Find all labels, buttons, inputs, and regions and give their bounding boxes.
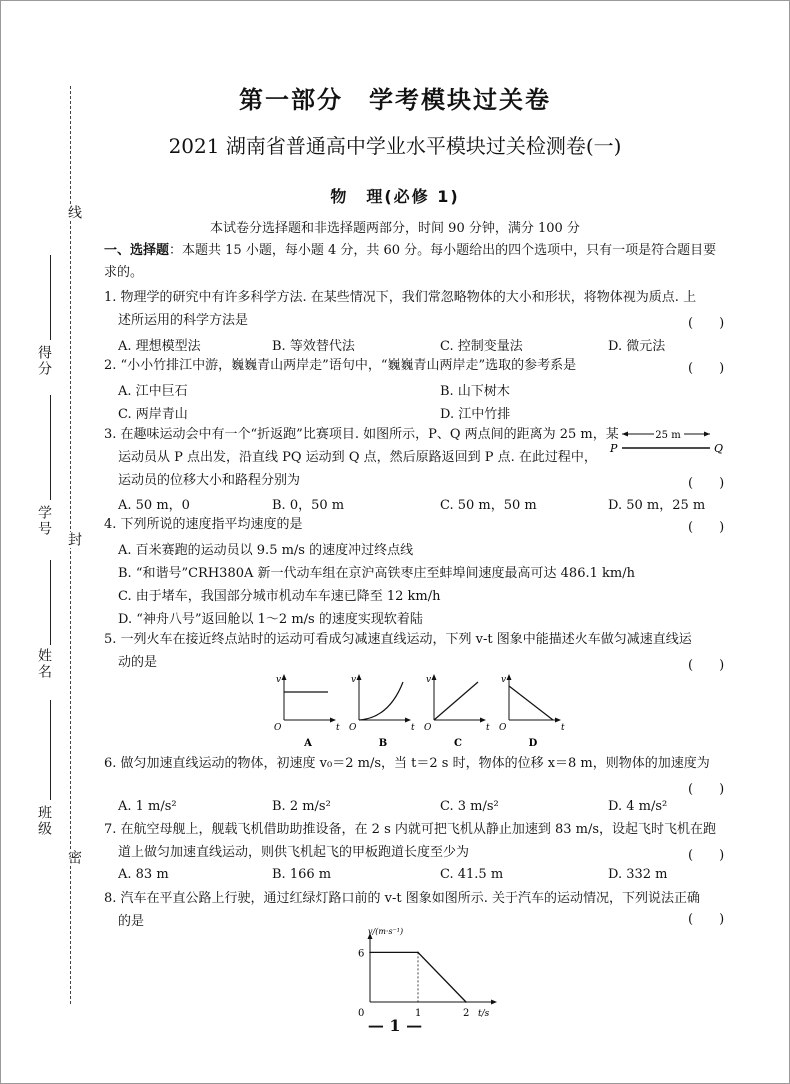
- q5-graphs: [270, 672, 565, 752]
- q7-option-d[interactable]: D. 332 m: [608, 867, 668, 882]
- q3-arrow-left: [622, 432, 628, 437]
- q1-option-c[interactable]: C. 控制变量法: [440, 339, 523, 354]
- class-blank[interactable]: [50, 700, 51, 800]
- exam-intro: 本试卷分选择题和非选择题两部分，时间 90 分钟，满分 100 分: [210, 221, 580, 236]
- q5-graph-b: [349, 674, 415, 749]
- q5-origin-label: O: [424, 723, 432, 733]
- q1-answer-paren[interactable]: ( ): [688, 316, 725, 331]
- q8-answer-paren[interactable]: ( ): [688, 912, 725, 927]
- q5-curve: [359, 682, 403, 720]
- q3-figure: [606, 428, 730, 462]
- q5-origin-label: O: [499, 723, 507, 733]
- q4-option-c[interactable]: C. 由于堵车，我国部分城市机动车车速已降至 12 km/h: [118, 589, 441, 604]
- q6-option-a[interactable]: A. 1 m/s²: [118, 799, 177, 814]
- q3-stem-3: 运动员的位移大小和路程分别为: [118, 473, 301, 488]
- name-label: 姓名: [36, 648, 52, 680]
- q7-stem-2: 道上做匀加速直线运动，则供飞机起飞的甲板跑道长度至少为: [118, 845, 470, 860]
- exam-title: 2021 湖南省普通高中学业水平模块过关检测卷(一): [168, 134, 622, 158]
- q5-stem-2: 动的是: [118, 655, 158, 670]
- q5-graph-label: B: [378, 738, 388, 749]
- q8-y-label: v/(m·s⁻¹): [368, 927, 404, 936]
- section-desc-2: 求的。: [104, 265, 144, 280]
- q6-answer-paren[interactable]: ( ): [688, 782, 725, 797]
- margin-line-label: 线: [66, 205, 82, 221]
- q6-option-b[interactable]: B. 2 m/s²: [272, 799, 331, 814]
- q3-answer-paren[interactable]: ( ): [688, 476, 725, 491]
- q8-x-label: t/s: [478, 1009, 490, 1019]
- q5-v-label: v: [276, 675, 282, 685]
- q3-option-b[interactable]: B. 0，50 m: [272, 498, 345, 513]
- student-id-blank[interactable]: [50, 395, 51, 500]
- q2-stem: 2. “小小竹排江中游，巍巍青山两岸走”语句中，“巍巍青山两岸走”选取的参考系是: [104, 358, 577, 373]
- page-number: — 1 —: [367, 1016, 423, 1035]
- q8-x-tick-label: 0: [358, 1008, 365, 1019]
- q5-t-label: t: [486, 723, 490, 733]
- q5-origin-label: O: [274, 723, 282, 733]
- q5-answer-paren[interactable]: ( ): [688, 658, 725, 673]
- q3-option-c[interactable]: C. 50 m，50 m: [440, 498, 537, 513]
- q5-t-axis-arrow: [480, 718, 486, 723]
- q1-option-b[interactable]: B. 等效替代法: [272, 339, 355, 354]
- q8-vt-chart: [340, 928, 510, 1020]
- q5-t-axis-arrow: [405, 718, 411, 723]
- q3-arrow-right: [704, 432, 710, 437]
- margin-secret-label: 密: [66, 850, 82, 866]
- name-blank[interactable]: [50, 560, 51, 645]
- q5-graph-d: [499, 674, 565, 749]
- q8-data-point: [417, 952, 419, 954]
- q8-x-tick-label: 1: [415, 1008, 422, 1019]
- q5-graph-a: [274, 674, 340, 749]
- q2-option-d[interactable]: D. 江中竹排: [440, 407, 511, 422]
- q4-answer-paren[interactable]: ( ): [688, 520, 725, 535]
- q2-option-c[interactable]: C. 两岸青山: [118, 407, 188, 422]
- q5-curve: [434, 682, 478, 720]
- q8-stem-2: 的是: [118, 914, 145, 929]
- q3-dist-label: 25 m: [655, 430, 681, 441]
- q5-origin-label: O: [349, 723, 357, 733]
- q3-point-q: Q: [714, 442, 724, 455]
- q5-t-label: t: [336, 723, 340, 733]
- section-heading: [104, 242, 716, 260]
- q3-option-d[interactable]: D. 50 m，25 m: [608, 498, 706, 513]
- q5-curve: [509, 686, 553, 720]
- q3-option-a[interactable]: A. 50 m，0: [118, 498, 190, 513]
- q7-answer-paren[interactable]: ( ): [688, 848, 725, 863]
- q5-v-axis-arrow: [432, 674, 437, 680]
- q5-t-label: t: [411, 723, 415, 733]
- score-blank[interactable]: [50, 255, 51, 340]
- q5-v-axis-arrow: [507, 674, 512, 680]
- q3-point-p: P: [610, 442, 618, 455]
- q5-graph-c: [424, 674, 490, 749]
- q4-option-b[interactable]: B. “和谐号”CRH380A 新一代动车组在京沪高铁枣庄至蚌埠间速度最高可达 486.1 km/h: [118, 566, 635, 581]
- q5-stem: 5. 一列火车在接近终点站时的运动可看成匀减速直线运动，下列 v-t 图象中能描述火车做匀减速直线运: [104, 632, 692, 647]
- q5-v-label: v: [351, 675, 357, 685]
- q5-t-axis-arrow: [330, 718, 336, 723]
- q5-graph-label: D: [528, 738, 538, 749]
- q8-stem: 8. 汽车在平直公路上行驶，通过红绿灯路口前的 v-t 图象如图所示. 关于汽车的运动情况，下列说法正确: [104, 891, 701, 906]
- q5-graph-label: C: [454, 738, 462, 749]
- q8-data-point: [369, 952, 371, 954]
- q7-stem: 7. 在航空母舰上，舰载飞机借助助推设备，在 2 s 内就可把飞机从静止加速到 83 m/s，设起飞时飞机在跑: [104, 822, 717, 837]
- q2-option-a[interactable]: A. 江中巨石: [118, 384, 188, 399]
- margin-seal-label: 封: [66, 532, 82, 548]
- section-desc: ：本题共 15 小题，每小题 4 分，共 60 分。每小题给出的四个选项中，只有一项是符合题目要: [169, 243, 717, 258]
- q5-v-label: v: [426, 675, 432, 685]
- q2-answer-paren[interactable]: ( ): [688, 361, 725, 376]
- q8-data-point: [465, 1001, 467, 1003]
- q3-stem: 3. 在趣味运动会中有一个“折返跑”比赛项目. 如图所示，P、Q 两点间的距离为 25 m，某: [104, 427, 619, 442]
- q3-stem-2: 运动员从 P 点出发，沿直线 PQ 运动到 Q 点，然后原路返回到 P 点. 在此过程中，: [118, 450, 597, 465]
- q6-option-c[interactable]: C. 3 m/s²: [440, 799, 499, 814]
- q5-v-axis-arrow: [282, 674, 287, 680]
- q1-stem: 1. 物理学的研究中有许多科学方法. 在某些情况下，我们常忽略物体的大小和形状，将物体视为质点. 上: [104, 290, 697, 305]
- q8-x-axis-arrow: [491, 1000, 497, 1005]
- class-label: 班级: [36, 805, 52, 837]
- q7-option-b[interactable]: B. 166 m: [272, 867, 332, 882]
- q4-option-a[interactable]: A. 百米赛跑的运动员以 9.5 m/s 的速度冲过终点线: [118, 543, 414, 558]
- q1-option-d[interactable]: D. 微元法: [608, 339, 666, 354]
- q1-option-a[interactable]: A. 理想模型法: [118, 339, 201, 354]
- q8-y-tick-label: 6: [358, 948, 365, 960]
- q4-stem: 4. 下列所说的速度指平均速度的是: [104, 517, 303, 532]
- q7-option-a[interactable]: A. 83 m: [118, 867, 169, 882]
- q2-option-b[interactable]: B. 山下树木: [440, 384, 510, 399]
- q5-v-axis-arrow: [357, 674, 362, 680]
- q1-stem-2: 述所运用的科学方法是: [118, 313, 249, 328]
- student-id-label: 学号: [36, 505, 52, 537]
- q5-graph-label: A: [304, 738, 312, 749]
- q5-v-label: v: [501, 675, 507, 685]
- score-label: 得分: [36, 345, 52, 377]
- q6-option-d[interactable]: D. 4 m/s²: [608, 799, 668, 814]
- section-label: 一、选择题: [104, 243, 170, 258]
- part-title: 第一部分 学考模块过关卷: [239, 86, 551, 114]
- q4-option-d[interactable]: D. “神舟八号”返回舱以 1～2 m/s 的速度实现软着陆: [118, 612, 423, 627]
- q6-stem: 6. 做匀加速直线运动的物体，初速度 v₀＝2 m/s，当 t＝2 s 时，物体的位移 x＝8 m，则物体的加速度为: [104, 756, 710, 771]
- q8-x-tick-label: 2: [463, 1008, 470, 1019]
- subject-title: 物 理(必修 1): [330, 187, 460, 206]
- q7-option-c[interactable]: C. 41.5 m: [440, 867, 504, 882]
- q5-t-label: t: [561, 723, 565, 733]
